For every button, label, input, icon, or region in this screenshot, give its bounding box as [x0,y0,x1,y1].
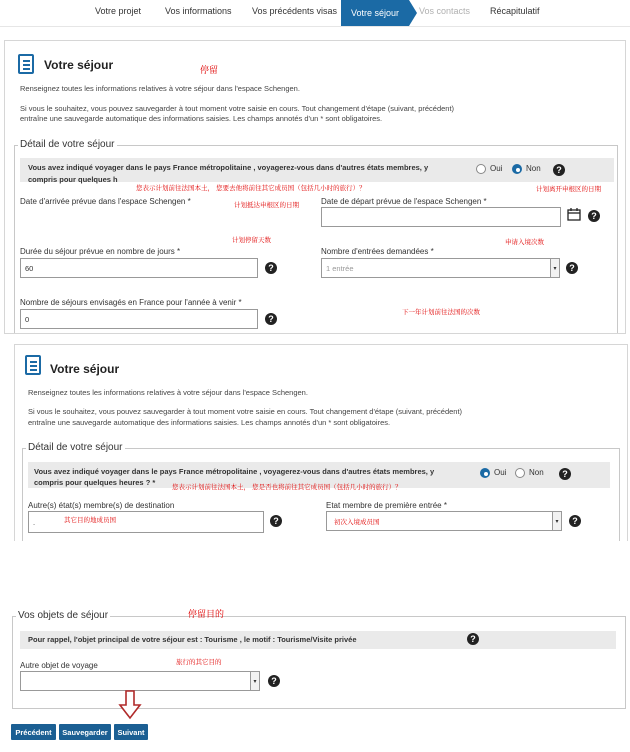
save-info-line2: entraîne une sauvegarde automatique des informations saisies. Les champs annotés d'un * sont obligatoires. [20,114,383,123]
step-recapitulatif[interactable]: Récapitulatif [490,6,540,16]
radio-oui[interactable] [476,164,486,174]
other-states-question-l2: compris pour quelques h [28,175,118,184]
help-icon[interactable]: ? [270,515,282,527]
first-entry-label: Etat membre de première entrée * [326,501,447,510]
radio-non[interactable] [515,468,525,478]
radio-non-label[interactable]: Non [529,468,544,477]
other-purpose-select[interactable] [20,671,260,691]
annotation-stays: 下一年计划前往法国的次数 [402,308,480,316]
annotation-stay: 停留 [200,66,219,76]
step-vos-precedents-visas[interactable]: Vos précédents visas [252,6,338,16]
help-icon[interactable]: ? [569,515,581,527]
save-info-line2: entraîne une sauvegarde automatique des informations saisies. Les champs annotés d'un * sont obligatoires. [28,418,391,427]
help-icon[interactable]: ? [265,262,277,274]
intro-text: Renseignez toutes les informations relatives à votre séjour dans l'espace Schengen. [20,84,300,93]
duration-input[interactable]: 60 [20,258,258,278]
arrival-date-label: Date d'arrivée prévue dans l'espace Schengen * [20,197,191,206]
step-vos-contacts: Vos contacts [419,6,471,16]
help-icon[interactable]: ? [559,468,571,480]
main-purpose-reminder: Pour rappel, l'objet principal de votre séjour est : Tourisme , le motif : Tourisme/Visite privée [28,635,357,644]
other-purpose-label: Autre objet de voyage [20,661,98,670]
annotation-purpose: 停留目的 [188,610,225,620]
next-button[interactable]: Suivant [114,724,148,740]
departure-date-input[interactable] [321,207,561,227]
other-states-question-l1: Vous avez indiqué voyager dans le pays France métropolitaine , voyagerez-vous dans d'autres états membres, y [28,163,429,172]
annotation-question: 您表示计划前往法国本土， 您要去他将前往其它成员国（包括几小时的旅行）？ [136,184,366,192]
help-icon[interactable]: ? [467,633,479,645]
document-icon [18,54,34,74]
chevron-down-icon[interactable]: ▾ [250,672,259,690]
destination-states-input[interactable]: . [28,511,264,533]
annotation-destination: 其它目的地成员国 [64,516,116,524]
annotation-duration: 计划停留天数 [232,236,271,244]
save-info-line1: Si vous le souhaitez, vous pouvez sauvegarder à tout moment votre saisie en cours. Tout changement d'étape (suivant, précédent) [20,104,455,113]
help-icon[interactable]: ? [588,210,600,222]
destination-states-label: Autre(s) état(s) membre(s) de destination [28,501,175,510]
fieldset-legend: Détail de votre séjour [20,139,115,150]
annotation-departure: 计划离开申根区的日期 [536,185,601,193]
step-votre-sejour[interactable]: Votre séjour [341,0,409,26]
radio-non[interactable] [512,164,522,174]
arrival-date-input[interactable] [20,208,202,226]
chevron-down-icon[interactable]: ▾ [552,512,561,530]
entries-select-value: 1 entrée [326,263,354,273]
fieldset-legend: Détail de votre séjour [28,442,123,453]
stays-input[interactable]: 0 [20,309,258,329]
step-votre-projet[interactable]: Votre projet [95,6,142,16]
radio-oui[interactable] [480,468,490,478]
annotation-entries: 申请入境次数 [505,238,544,246]
stays-label: Nombre de séjours envisagés en France pour l'année à venir * [20,298,242,307]
help-icon[interactable]: ? [268,675,280,687]
annotation-arrival: 计划抵达申根区的日期 [234,201,299,209]
help-icon[interactable]: ? [566,262,578,274]
calendar-icon[interactable] [567,207,581,221]
objets-sejour-fieldset [12,616,626,709]
intro-text: Renseignez toutes les informations relatives à votre séjour dans l'espace Schengen. [28,388,308,397]
duration-label: Durée du séjour prévue en nombre de jours * [20,247,181,256]
radio-oui-label[interactable]: Oui [490,164,503,173]
step-navigation [0,0,630,27]
section-title: Votre séjour [50,362,120,376]
radio-oui-label[interactable]: Oui [494,468,507,477]
fieldset-legend: Vos objets de séjour [18,610,109,621]
step-vos-informations[interactable]: Vos informations [165,6,232,16]
other-states-question-l2: compris pour quelques heures ? * [34,478,156,487]
section-title: Votre séjour [44,58,114,72]
radio-non-label[interactable]: Non [526,164,541,173]
down-arrow-icon [118,690,142,720]
save-info-line1: Si vous le souhaitez, vous pouvez sauvegarder à tout moment votre saisie en cours. Tout changement d'étape (suivant, précédent) [28,407,463,416]
help-icon[interactable]: ? [265,313,277,325]
chevron-down-icon[interactable]: ▾ [550,259,559,277]
entries-label: Nombre d'entrées demandées * [321,247,434,256]
annotation-other-purpose: 旅行的其它目的 [176,658,222,666]
annotation-question: 您表示计划前往法国本土， 您是否也将前往其它成员国（包括几小时的旅行）？ [172,483,402,491]
departure-date-label: Date de départ prévue de l'espace Schengen * [321,197,487,206]
other-states-question-l1: Vous avez indiqué voyager dans le pays France métropolitaine , voyagerez-vous dans d'autres états membres, y [34,467,435,476]
save-button[interactable]: Sauvegarder [59,724,111,740]
annotation-first-entry: 初次入境成员国 [334,518,380,526]
help-icon[interactable]: ? [553,164,565,176]
previous-button[interactable]: Précédent [11,724,56,740]
entries-select[interactable] [321,258,560,278]
document-icon [25,355,41,375]
